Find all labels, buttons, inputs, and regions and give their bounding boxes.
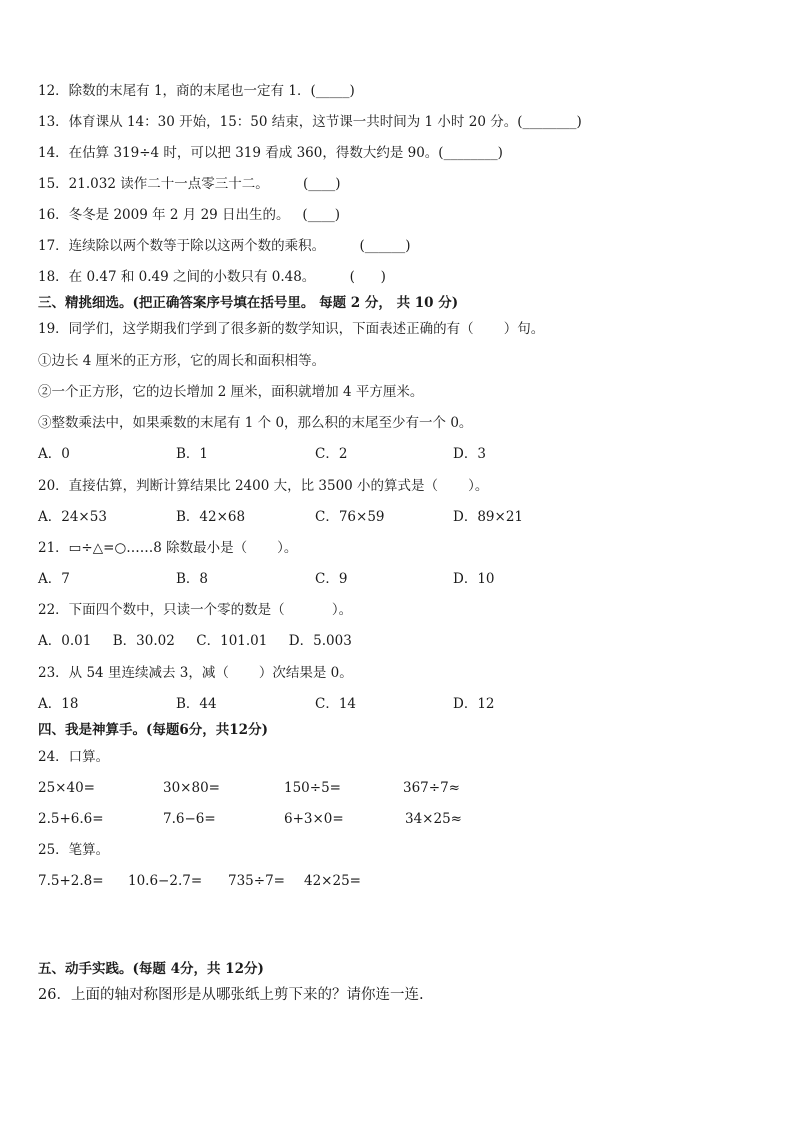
option-a: A．7 — [38, 571, 70, 587]
option-b: B．8 — [176, 571, 209, 587]
expression: 150÷5= — [284, 780, 341, 796]
option-c: C．2 — [315, 446, 348, 462]
question-24: 24．口算。 — [38, 749, 110, 765]
question-13: 13．体育课从 14：30 开始，15：50 结束，这节课一共时间为 1 小时 20 分。(________) — [38, 114, 582, 130]
option-d: D．89×21 — [453, 509, 523, 525]
question-25: 25．笔算。 — [38, 842, 110, 858]
option-c: C．76×59 — [315, 509, 385, 525]
option-d: D．10 — [453, 571, 495, 587]
question-19-statement-1: ①边长 4 厘米的正方形，它的周长和面积相等。 — [38, 353, 326, 369]
question-21: 21．▭÷△=○……8 除数最小是（ ）。 — [38, 540, 298, 556]
expression: 10.6−2.7= — [128, 873, 203, 889]
expression: 6+3×0= — [284, 811, 344, 827]
section-4-heading: 四、我是神算手。(每题6分，共12分) — [38, 722, 268, 738]
question-16: 16．冬冬是 2009 年 2 月 29 日出生的。 (____) — [38, 207, 340, 223]
question-15: 15．21.032 读作二十一点零三十二。 (____) — [38, 176, 341, 192]
question-19-statement-3: ③整数乘法中，如果乘数的末尾有 1 个 0，那么积的末尾至少有一个 0。 — [38, 415, 473, 431]
expression: 25×40= — [38, 780, 95, 796]
option-d: D．3 — [453, 446, 486, 462]
option-a: A．18 — [38, 696, 79, 712]
section-5-heading: 五、动手实践。(每题 4分，共 12分) — [38, 961, 264, 977]
option-b: B．1 — [176, 446, 209, 462]
question-20: 20．直接估算，判断计算结果比 2400 大，比 3500 小的算式是（ ）。 — [38, 478, 489, 494]
option-d: D．12 — [453, 696, 495, 712]
option-a: A．0 — [38, 446, 70, 462]
option-b: B．44 — [176, 696, 217, 712]
expression: 735÷7= — [228, 873, 285, 889]
section-3-heading: 三、精挑细选。(把正确答案序号填在括号里。 每题 2 分， 共 10 分) — [38, 295, 459, 311]
question-12: 12．除数的末尾有 1，商的末尾也一定有 1．(_____) — [38, 83, 355, 99]
expression: 2.5+6.6= — [38, 811, 104, 827]
question-22: 22．下面四个数中，只读一个零的数是（ ）。 — [38, 602, 353, 618]
question-19: 19．同学们，这学期我们学到了很多新的数学知识，下面表述正确的有（ ）句。 — [38, 321, 545, 337]
option-b: B．42×68 — [176, 509, 246, 525]
expression: 7.5+2.8= — [38, 873, 104, 889]
expression: 367÷7≈ — [403, 780, 460, 796]
expression: 7.6−6= — [163, 811, 216, 827]
option-a: A．24×53 — [38, 509, 107, 525]
question-26: 26．上面的轴对称图形是从哪张纸上剪下来的？请你连一连. — [38, 987, 424, 1003]
question-17: 17．连续除以两个数等于除以这两个数的乘积。 (______) — [38, 238, 411, 254]
option-c: C．9 — [315, 571, 348, 587]
expression: 34×25≈ — [405, 811, 462, 827]
question-19-statement-2: ②一个正方形，它的边长增加 2 厘米，面积就增加 4 平方厘米。 — [38, 384, 424, 400]
option-c: C．14 — [315, 696, 357, 712]
question-14: 14．在估算 319÷4 时，可以把 319 看成 360，得数大约是 90。(________) — [38, 145, 503, 161]
question-22-options: A．0.01 B．30.02 C．101.01 D．5.003 — [38, 633, 352, 649]
expression: 42×25= — [304, 873, 361, 889]
question-23: 23．从 54 里连续减去 3，减（ ）次结果是 0。 — [38, 665, 353, 681]
expression: 30×80= — [163, 780, 220, 796]
question-18: 18．在 0.47 和 0.49 之间的小数只有 0.48。 ( ) — [38, 269, 386, 285]
